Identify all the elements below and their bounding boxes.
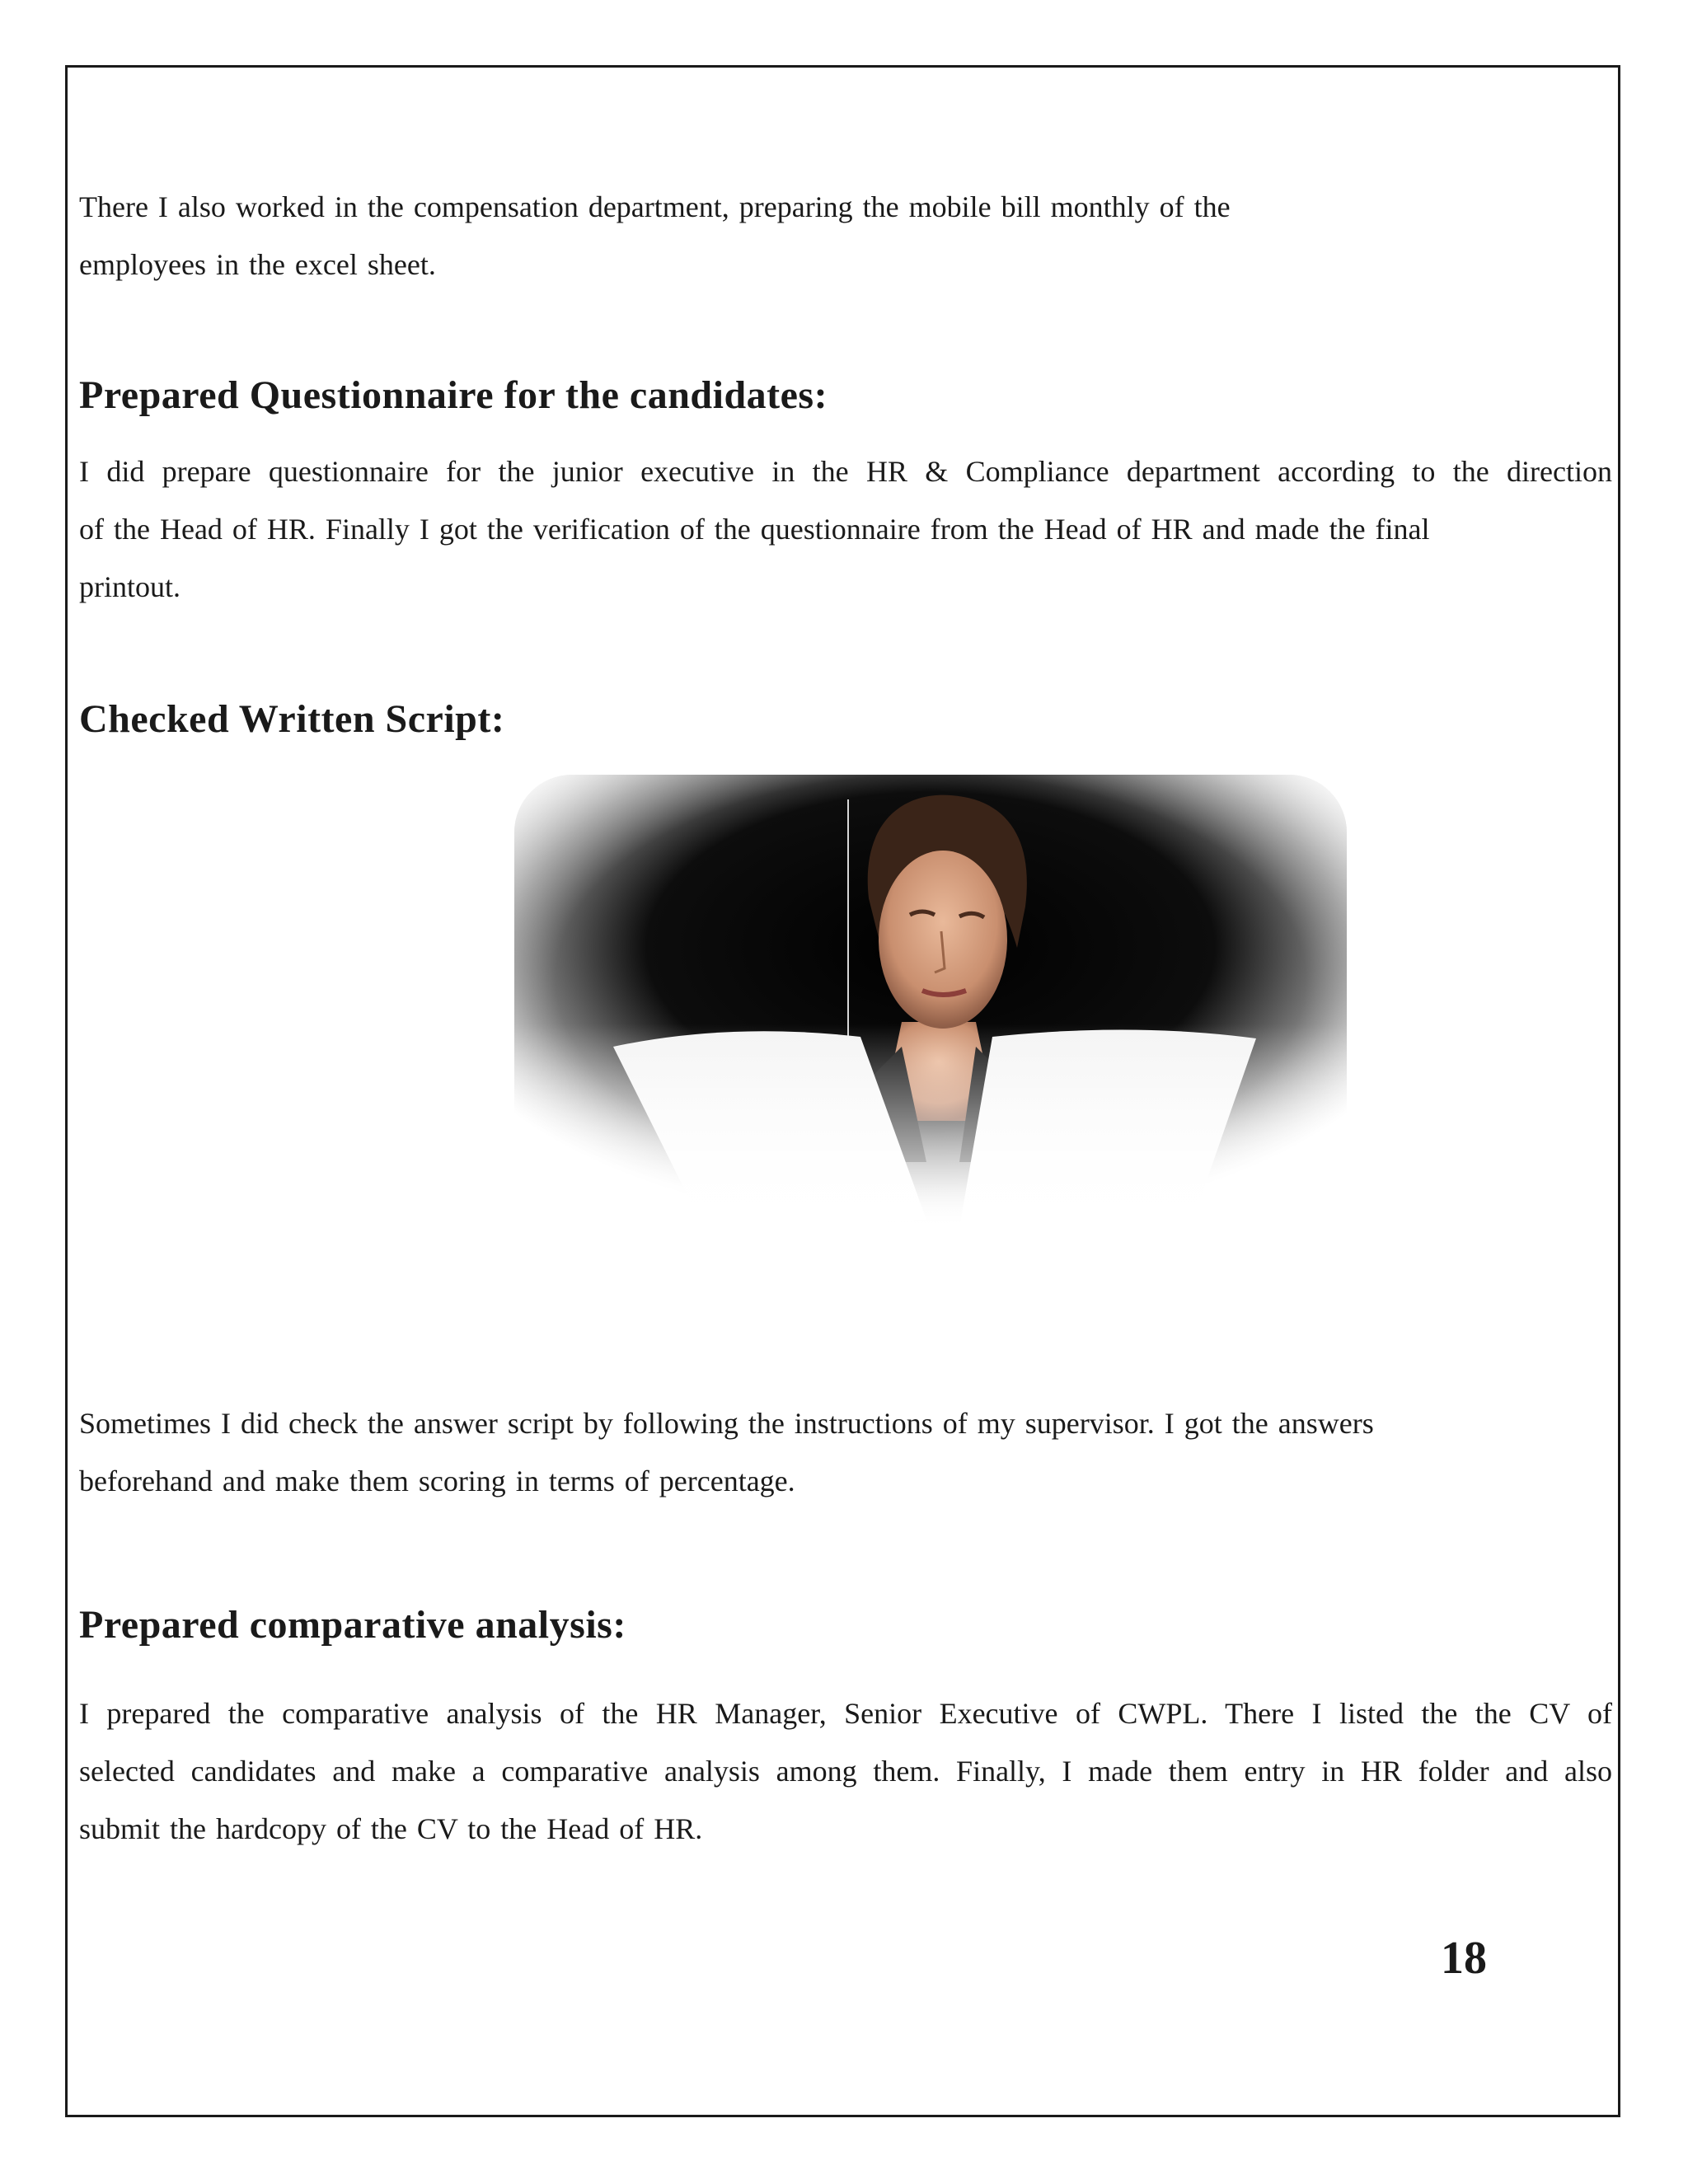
questionnaire-line-3: printout. — [79, 570, 181, 603]
comparative-line-2: selected candidates and make a comparative analysis among them. Finally, I made them entry in HR folder and also — [79, 1755, 1612, 1788]
script-check-heading: Checked Written Script: — [79, 697, 505, 741]
script-check-paragraph — [79, 1394, 1612, 1510]
intro-line-2: employees in the excel sheet. — [79, 248, 436, 281]
comparative-line-3: submit the hardcopy of the CV to the Head of HR. — [79, 1812, 703, 1845]
comparative-heading: Prepared comparative analysis: — [79, 1603, 626, 1647]
comparative-line-1: I prepared the comparative analysis of the HR Manager, Senior Executive of CWPL. There I listed the the CV of — [79, 1697, 1612, 1730]
intro-paragraph — [79, 178, 1612, 293]
questionnaire-line-1: I did prepare questionnaire for the junior executive in the HR & Compliance department according to the direction — [79, 455, 1612, 488]
questionnaire-line-2: of the Head of HR. Finally I got the verification of the questionnaire from the Head of HR and made the final — [79, 513, 1430, 546]
woman-reading-photo — [514, 775, 1347, 1228]
questionnaire-paragraph — [79, 443, 1612, 616]
page-number: 18 — [1441, 1933, 1487, 1984]
questionnaire-heading: Prepared Questionnaire for the candidates: — [79, 373, 828, 417]
script-check-line-1: Sometimes I did check the answer script by following the instructions of my supervisor. I got the answers — [79, 1407, 1374, 1440]
comparative-paragraph — [79, 1685, 1612, 1858]
intro-line-1: There I also worked in the compensation department, preparing the mobile bill monthly of the — [79, 190, 1231, 223]
script-check-line-2: beforehand and make them scoring in terms of percentage. — [79, 1465, 795, 1497]
